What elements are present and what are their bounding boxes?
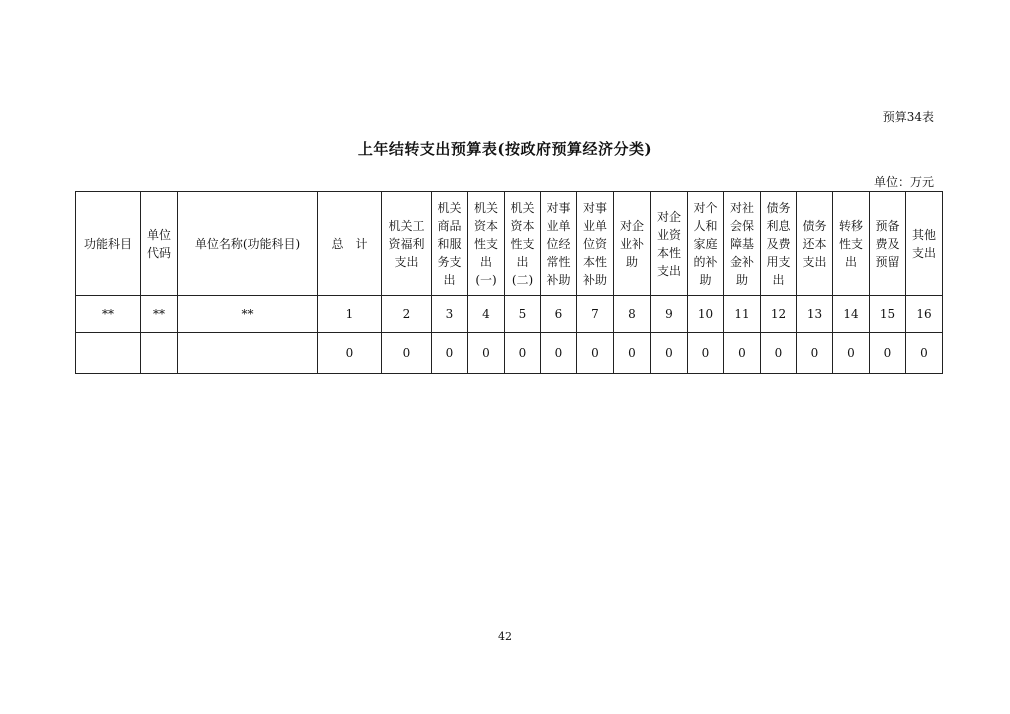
index-cell: 14 — [833, 296, 870, 333]
index-cell: 3 — [432, 296, 468, 333]
form-number: 预算34表 — [882, 110, 934, 124]
data-cell: 0 — [577, 333, 614, 374]
index-cell: 2 — [382, 296, 432, 333]
index-cell: 1 — [318, 296, 382, 333]
index-cell: 10 — [688, 296, 724, 333]
data-cell — [178, 333, 318, 374]
header-cell: 单位代码 — [141, 192, 178, 296]
index-cell: 11 — [724, 296, 761, 333]
data-cell — [76, 333, 141, 374]
header-cell: 债务还本支出 — [797, 192, 833, 296]
header-cell: 预备费及预留 — [870, 192, 906, 296]
index-cell: ** — [178, 296, 318, 333]
data-cell: 0 — [833, 333, 870, 374]
data-cell: 0 — [870, 333, 906, 374]
header-cell: 对个人和家庭的补助 — [688, 192, 724, 296]
index-cell: 6 — [541, 296, 577, 333]
header-cell: 对企业补助 — [614, 192, 651, 296]
data-cell: 0 — [318, 333, 382, 374]
index-cell: ** — [141, 296, 178, 333]
data-cell: 0 — [724, 333, 761, 374]
index-cell: 9 — [651, 296, 688, 333]
data-cell: 0 — [761, 333, 797, 374]
header-cell: 对事业单位资本性补助 — [577, 192, 614, 296]
data-cell: 0 — [688, 333, 724, 374]
header-cell: 功能科目 — [76, 192, 141, 296]
index-cell: 8 — [614, 296, 651, 333]
index-row — [76, 296, 943, 333]
data-cell: 0 — [505, 333, 541, 374]
header-cell: 机关资本性支出(二) — [505, 192, 541, 296]
index-cell: 7 — [577, 296, 614, 333]
index-cell: 13 — [797, 296, 833, 333]
index-cell: 12 — [761, 296, 797, 333]
data-cell: 0 — [614, 333, 651, 374]
header-cell: 对事业单位经常性补助 — [541, 192, 577, 296]
page-title: 上年结转支出预算表(按政府预算经济分类) — [357, 140, 653, 158]
data-cell: 0 — [651, 333, 688, 374]
header-cell: 对企业资本性支出 — [651, 192, 688, 296]
header-cell: 其他支出 — [906, 192, 943, 296]
data-cell: 0 — [432, 333, 468, 374]
header-cell: 单位名称(功能科目) — [178, 192, 318, 296]
header-cell: 总 计 — [318, 192, 382, 296]
index-cell: 16 — [906, 296, 943, 333]
header-cell: 机关工资福利支出 — [382, 192, 432, 296]
index-cell: 4 — [468, 296, 505, 333]
header-row — [76, 192, 943, 296]
data-row — [76, 333, 943, 374]
page-number: 42 — [498, 630, 512, 643]
data-cell: 0 — [468, 333, 505, 374]
index-cell: ** — [76, 296, 141, 333]
index-cell: 15 — [870, 296, 906, 333]
header-cell: 对社会保障基金补助 — [724, 192, 761, 296]
header-cell: 机关商品和服务支出 — [432, 192, 468, 296]
data-cell: 0 — [797, 333, 833, 374]
budget-table — [75, 191, 943, 374]
unit-label: 单位：万元 — [873, 175, 934, 189]
index-cell: 5 — [505, 296, 541, 333]
data-cell: 0 — [906, 333, 943, 374]
data-cell: 0 — [541, 333, 577, 374]
data-cell: 0 — [382, 333, 432, 374]
header-cell: 转移性支出 — [833, 192, 870, 296]
header-cell: 机关资本性支出(一) — [468, 192, 505, 296]
header-cell: 债务利息及费用支出 — [761, 192, 797, 296]
data-cell — [141, 333, 178, 374]
